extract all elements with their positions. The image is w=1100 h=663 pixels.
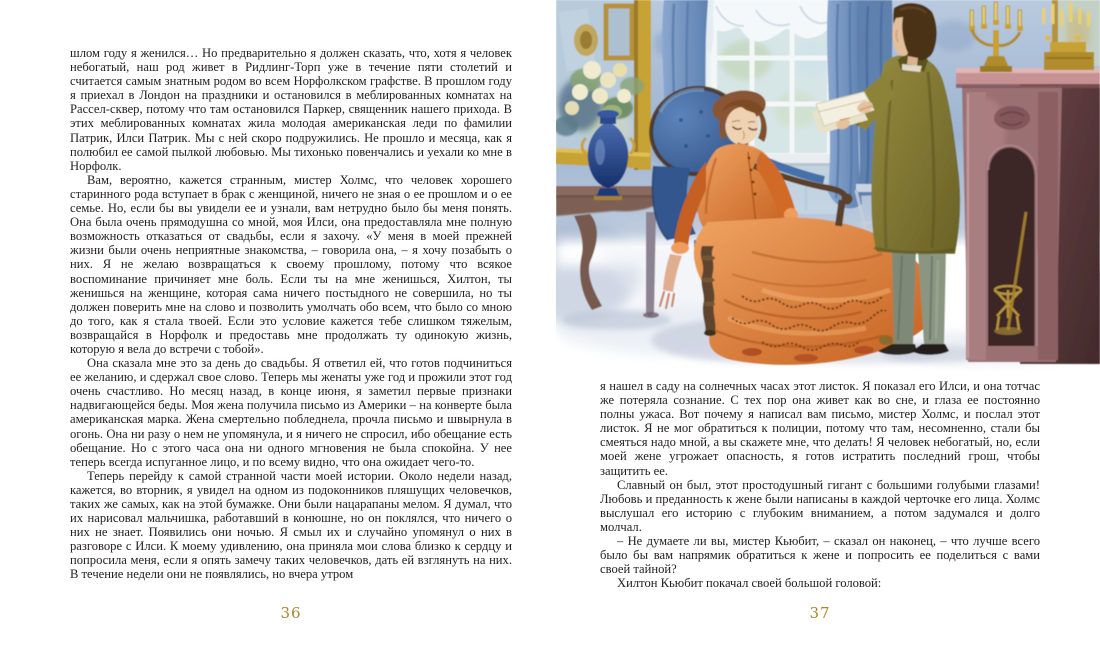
page-number-right: 37 [809, 604, 831, 622]
paragraph: – Не думаете ли вы, мистер Кьюбит, – сказал он наконец, – что лучше всего было бы вам напрямик обратиться к жене и попросить ее поделиться с вами своей тайной? [600, 534, 1040, 577]
right-text-column [600, 379, 1040, 590]
paragraph: шлом году я женился… Но предварительно я должен сказать, что, хотя я человек небогатый, наш род живет в Ридлинг-Торп уже в течение пяти столетий и считается самым знатным родом во всем Норфолкском графстве. В прошлом году я приехал в Лондон на праздники и остановился в меблированных комнатах на Рассел-сквер, потому что там остановился Паркер, священник нашего прихода. В этих меблированных комнатах жила молодая американская леди по фамилии Патрик, Илси Патрик. Мы с ней скоро подружились. Не прошло и месяца, как я полюбил ее самой пылкой любовью. Мы тихонько повенчались и уехали ко мне в Норфолк. [70, 46, 512, 173]
paragraph: Славный он был, этот простодушный гигант с большими голубыми глазами! Любовь и преданность к жене были написаны в каждой черточке его лица. Холмс выслушал его историю с глубоким вниманием, а потом задумался и долго молчал. [600, 477, 1040, 534]
fireplace [956, 68, 1100, 364]
paragraph: я нашел в саду на солнечных часах этот листок. Я показал его Илси, и она тотчас же потеряла сознание. С тех пор она живет как во сне, и глаза ее постоянно полны ужаса. Вот почему я написал вам письмо, мистер Холмс, и послал этот листок. Я не мог обратиться к полиции, потому что там, несомненно, стали бы смеяться надо мной, а вы скажете мне, что делать! Я человек небогатый, но, если моей жене угрожает опасность, я готов истратить последний грош, чтобы защитить ее. [600, 379, 1040, 478]
paragraph: Теперь перейду к самой странной части моей истории. Около недели назад, кажется, во вторник, я увидел на одном из подоконников пляшущих человечков, таких же самых, как на этой бумажке. Они были нацарапаны мелом. Я думал, что их нарисовал мальчишка, работавший в конюшне, но он поклялся, что ничего о них не знает. Появились они ночью. Я смыл их и случайно упомянул о них в разговоре с Илси. К моему удивлению, она приняла мои слова близко к сердцу и попросила меня, если я опять замечу таких человечков, дать ей взглянуть на них. В течение недели они не появлялись, но вчера утром [70, 468, 512, 582]
left-text-column [70, 46, 512, 582]
paragraph: Она сказала мне это за день до свадьбы. Я ответил ей, что готов подчиниться ее желанию, и сдержал свое слово. Теперь мы женаты уже год и прожили этот год очень счастливо. Но месяц назад, в конце июня, я заметил первые признаки надвигающейся беды. Моя жена получила письмо из Америки – на конверте была американская марка. Жена смертельно побледнела, прочла письмо и швырнула в огонь. Она ни разу о нем не упомянула, и я ничего не спросил, ибо обещание есть обещание. Но с этого часа она ни одного мгновения не была спокойна. У нее теперь всегда испуганное лицо, и по всему видно, что она ожидает чего-то. [70, 356, 512, 469]
paragraph: Вам, вероятно, кажется странным, мистер Холмс, что человек хорошего старинного рода вступает в брак с женщиной, ничего не зная о ее прошлом и о ее семье. Но, если бы вы увидели ее и узнали, вам нетрудно было бы меня понять. Она была очень прямодушна со мной, моя Илси, она предоставляла мне полную возможность отказаться от свадьбы, если я захочу. «У меня в моей прежней жизни были очень неприятные знакомства, – говорила она, – я хочу позабыть о них. Я не желаю возвращаться к своему прошлому, потому что всякое воспоминание причиняет мне боль. Если ты на мне женишься, Хилтон, ты женишься на женщине, которая сама ничего постыдного не совершила, но ты должен поверить мне на слово и позволить умолчать обо всем, что было со мною до того, как я стала твоей. Если это условие кажется тебе слишком тяжелым, возвращайся в Норфолк и предоставь мне продолжать ту одинокую жизнь, которую я вела до встречи с тобой». [70, 172, 512, 356]
page-number-left: 36 [280, 604, 302, 622]
paragraph: Хилтон Кьюбит покачал своей большой головой: [617, 576, 882, 591]
book-illustration [556, 0, 1100, 372]
